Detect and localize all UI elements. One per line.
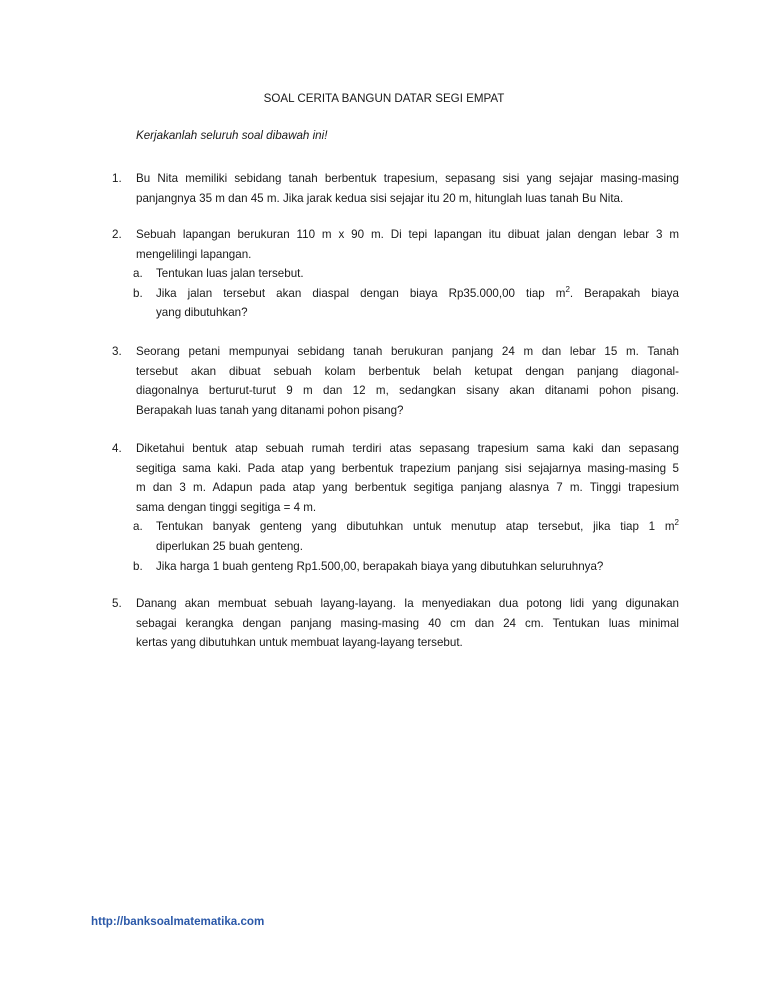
- question-number: 3.: [112, 345, 122, 358]
- superscript: 2: [674, 518, 679, 528]
- text-line: Sebuah lapangan berukuran 110 m x 90 m. Di tepi lapangan itu dibuat jalan dengan lebar 3 m: [136, 228, 679, 241]
- sub-question-a: [133, 517, 679, 556]
- question-1: [112, 169, 679, 208]
- question-number: 2.: [112, 228, 122, 241]
- text-line: Diketahui bentuk atap sebuah rumah terdiri atas sepasang trapesium sama kaki dan sepasang: [136, 442, 679, 455]
- text-line: segitiga sama kaki. Pada atap yang berbentuk trapezium panjang sisi sejajarnya masing-masing 5: [136, 461, 679, 475]
- text-line: yang dibutuhkan?: [156, 306, 248, 320]
- text-line: Danang akan membuat sebuah layang-layang. Ia menyediakan dua potong lidi yang digunakan: [136, 597, 679, 610]
- sub-question-b: [133, 557, 679, 577]
- question-4: [112, 439, 679, 576]
- sub-question-a: [133, 264, 679, 284]
- text-line: tersebut akan dibuat sebuah kolam berbentuk belah ketupat dengan panjang diagonal-: [136, 364, 679, 378]
- instruction: Kerjakanlah seluruh soal dibawah ini!: [136, 129, 328, 142]
- question-number: 1.: [112, 172, 122, 185]
- question-number: 4.: [112, 442, 122, 455]
- text-line: Jika harga 1 buah genteng Rp1.500,00, berapakah biaya yang dibutuhkan seluruhnya?: [156, 559, 604, 573]
- text-line: sebagai kerangka dengan panjang masing-masing 40 cm dan 24 cm. Tentukan luas minimal: [136, 616, 679, 630]
- document-title: SOAL CERITA BANGUN DATAR SEGI EMPAT: [263, 92, 505, 105]
- text-line: m dan 3 m. Adapun pada atap yang berbentuk segitiga panjang alasnya 7 m. Tinggi trapesium: [136, 481, 679, 495]
- sub-label: a.: [133, 520, 143, 534]
- superscript: 2: [565, 284, 570, 294]
- text-line: [156, 284, 679, 304]
- text-span: Tentukan banyak genteng yang dibutuhkan untuk menutup atap tersebut, jika tiap 1 m: [156, 520, 675, 534]
- text-line: Seorang petani mempunyai sebidang tanah berukuran panjang 24 m dan lebar 15 m. Tanah: [136, 345, 679, 358]
- question-2: [112, 225, 679, 323]
- text-span: . Berapakah biaya: [569, 286, 679, 300]
- text-line: Bu Nita memiliki sebidang tanah berbentuk trapesium, sepasang sisi yang sejajar masing-masing: [136, 172, 679, 185]
- question-3: [112, 342, 679, 420]
- question-5: [112, 594, 679, 653]
- sub-label: b.: [133, 559, 143, 573]
- footer-link[interactable]: http://banksoalmatematika.com: [91, 915, 265, 928]
- text-line: sama dengan tinggi segitiga = 4 m.: [136, 500, 317, 514]
- text-line: diperlukan 25 buah genteng.: [156, 539, 303, 553]
- text-line: panjangnya 35 m dan 45 m. Jika jarak kedua sisi sejajar itu 20 m, hitunglah luas tanah Bu Nita.: [136, 191, 624, 205]
- question-number: 5.: [112, 597, 122, 610]
- sub-label: b.: [133, 286, 143, 300]
- text-line: Berapakah luas tanah yang ditanami pohon pisang?: [136, 403, 404, 417]
- sub-question-b: [133, 284, 679, 323]
- text-line: diagonalnya berturut-turut 9 m dan 12 m, sedangkan sisany akan ditanami pohon pisang.: [136, 384, 679, 398]
- text-line: mengelilingi lapangan.: [136, 247, 252, 261]
- text-span: Jika jalan tersebut akan diaspal dengan biaya Rp35.000,00 tiap m: [156, 286, 566, 300]
- text-line: Tentukan luas jalan tersebut.: [156, 267, 304, 281]
- text-line: [156, 517, 679, 537]
- sub-label: a.: [133, 267, 143, 281]
- text-line: kertas yang dibutuhkan untuk membuat layang-layang tersebut.: [136, 636, 463, 650]
